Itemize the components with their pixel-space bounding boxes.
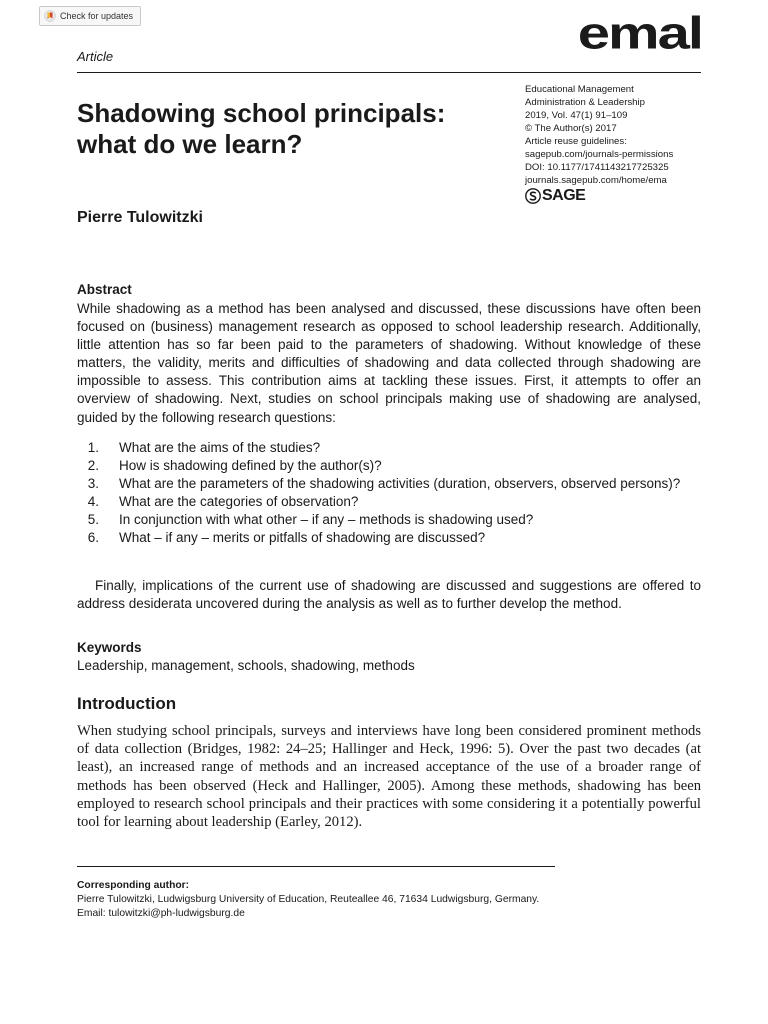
- abstract-closing: Finally, implications of the current use of shadowing are discussed and suggestions are offered to address desiderata uncovered during the analysis as well as to further develop the method.: [77, 578, 701, 612]
- journal-logo: emal: [577, 7, 702, 59]
- keywords-heading: Keywords: [77, 640, 142, 655]
- corresponding-author-note: [77, 879, 701, 921]
- sage-s-icon: [525, 188, 541, 204]
- author-name: Pierre Tulowitzki: [77, 209, 203, 226]
- keywords-text: Leadership, management, schools, shadowing, methods: [77, 658, 415, 673]
- meta-volume: 2019, Vol. 47(1) 91–109: [525, 110, 628, 121]
- meta-doi[interactable]: DOI: 10.1177/1741143217725325: [525, 162, 669, 173]
- journal-meta: [525, 83, 715, 187]
- abstract-text: While shadowing as a method has been analysed and discussed, these discussions have often been focused on (business) management research as opposed to school leadership research. Additionally, little attention has so far been paid to the parameters of shadowing. Without knowledge of these matters, the validity, merits and difficulties of shadowing and data collected through shadowing are impossible to assess. This contribution aims at tackling these issues. First, it attempts to offer an overview of shadowing. Next, studies on school principals making use of shadowing are analysed, guided by the following research questions:: [77, 301, 701, 425]
- meta-permissions-link[interactable]: sagepub.com/journals-permissions: [525, 149, 674, 160]
- list-item: 6. What – if any – merits or pitfalls of shadowing are discussed?: [87, 530, 486, 546]
- crossmark-icon: [44, 10, 56, 22]
- meta-reuse-label: Article reuse guidelines:: [525, 136, 627, 147]
- meta-journal-line-1: Educational Management: [525, 84, 634, 95]
- list-item: 1. What are the aims of the studies?: [87, 440, 321, 455]
- article-type-label: Article: [77, 49, 114, 64]
- meta-journal-link[interactable]: journals.sagepub.com/home/ema: [525, 175, 667, 186]
- footnote-email[interactable]: Email: tulowitzki@ph-ludwigsburg.de: [77, 908, 245, 919]
- introduction-heading: Introduction: [77, 694, 177, 713]
- footnote-divider: [77, 866, 555, 867]
- meta-journal-line-2: Administration & Leadership: [525, 97, 645, 108]
- introduction-text: When studying school principals, surveys and interviews have long been considered prominent methods of data collection (Bridges, 1982: 24–25; Hallinger and Heck, 1996: 5). Over the past two decades (at least), an increased range of methods and an increased acceptance of the use of a broader range of methods has been observed (Heck and Hallinger, 2005). Among these methods, shadowing has been employed to research school principals and their practices with some considering it a potentially powerful tool for learning about leadership (Earley, 2012).: [77, 723, 701, 831]
- list-item: 3. What are the parameters of the shadowing activities (duration, observers, observed persons)?: [87, 476, 681, 492]
- list-item: 2. How is shadowing defined by the author(s)?: [87, 458, 382, 474]
- list-item: 5. In conjunction with what other – if any – methods is shadowing used?: [87, 512, 534, 528]
- list-item: 4. What are the categories of observation?: [87, 494, 359, 510]
- check-for-updates-label: Check for updates: [60, 11, 134, 21]
- research-questions-list: [77, 439, 701, 548]
- abstract-heading: Abstract: [77, 282, 132, 297]
- meta-copyright: © The Author(s) 2017: [525, 123, 617, 134]
- article-title: Shadowing school principals: what do we learn?: [77, 98, 446, 159]
- footnote-heading: Corresponding author:: [77, 880, 190, 891]
- header-divider: [77, 72, 701, 73]
- publisher-name: SAGE: [542, 187, 586, 204]
- footnote-address: Pierre Tulowitzki, Ludwigsburg University of Education, Reuteallee 46, 71634 Ludwigsburg, Germany.: [77, 894, 540, 905]
- check-for-updates-button[interactable]: [39, 6, 141, 26]
- publisher-logo: [525, 187, 585, 205]
